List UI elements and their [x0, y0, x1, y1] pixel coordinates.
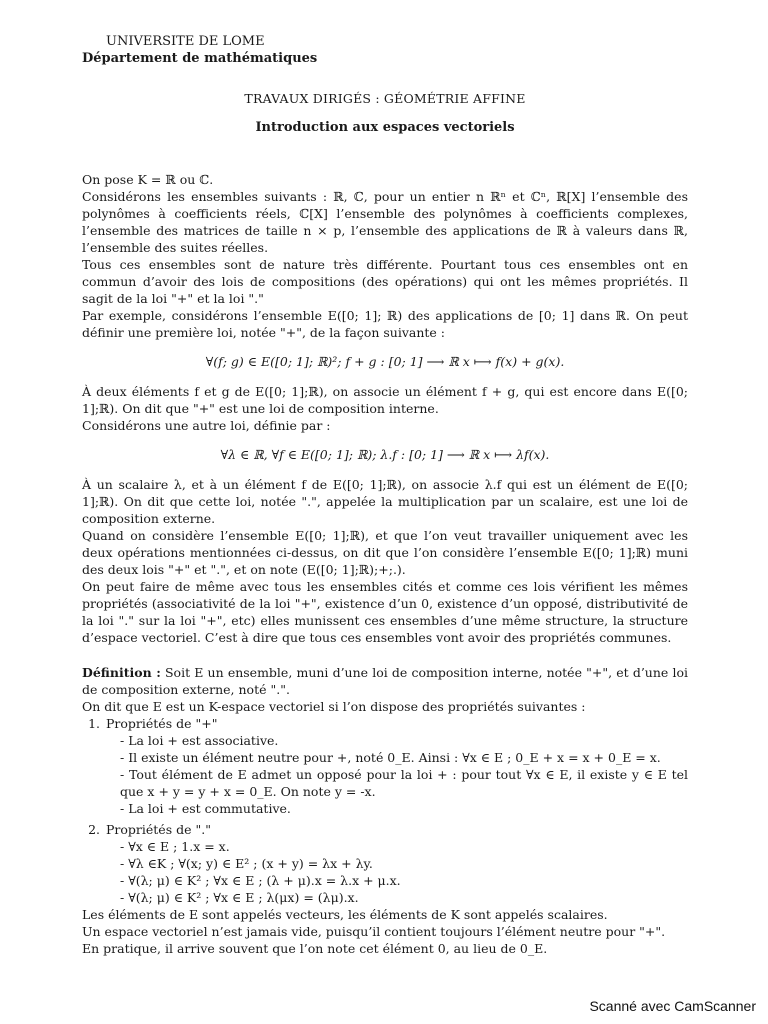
- section-title: Introduction aux espaces vectoriels: [255, 120, 515, 135]
- definition-label: Définition :: [82, 665, 161, 680]
- definition-text: Soit E un ensemble, muni d’une loi de composition interne, notée "+", et d’une loi de composition externe, noté ".".: [82, 665, 688, 697]
- closing-line: Un espace vectoriel n’est jamais vide, puisqu’il contient toujours l’élément neutre pour "+".: [82, 924, 666, 939]
- definition-intro: On dit que E est un K-espace vectoriel si l’on dispose des propriétés suivantes :: [82, 699, 586, 714]
- paragraph: À un scalaire λ, et à un élément f de E([0; 1];ℝ), on associe λ.f qui est un élément de E([0; 1];ℝ). On dit que cette loi, notée ".", appelée la multiplication par un scalaire, est une loi de composition externe.: [82, 477, 688, 526]
- paragraph: On pose K = ℝ ou ℂ.: [82, 172, 214, 187]
- property-line: - ∀(λ; μ) ∈ K² ; ∀x ∈ E ; (λ + μ).x = λ.x + μ.x.: [120, 873, 401, 888]
- paragraph: À deux éléments f et g de E([0; 1];ℝ), on associe un élément f + g, qui est encore dans E([0; 1];ℝ). On dit que "+" est une loi de composition interne.: [82, 384, 688, 416]
- closing-line: En pratique, il arrive souvent que l’on note cet élément 0, au lieu de 0_E.: [82, 941, 548, 956]
- formula-addition: ∀(f; g) ∈ E([0; 1]; ℝ)²; f + g : [0; 1] ⟶ ℝ x ⟼ f(x) + g(x).: [205, 354, 565, 369]
- list-item: [104, 821, 688, 906]
- paragraph: On peut faire de même avec tous les ensembles cités et comme ces lois vérifient les mêmes propriétés (associativité de la loi "+", existence d’un 0, existence d’un opposé, distributivité de la loi "." sur la loi "+", etc) elles munissent ces ensembles d’une même structure, la structure d’espace vectoriel. C’est à dire que tous ces ensembles vont avoir des propriétés communes.: [82, 579, 688, 645]
- paragraph: Considérons une autre loi, définie par :: [82, 418, 331, 433]
- property-line: - La loi + est commutative.: [120, 801, 291, 816]
- document-body: [82, 171, 688, 957]
- property-line: - ∀x ∈ E ; 1.x = x.: [120, 839, 230, 854]
- property-title: 1. Propriétés de "+": [106, 716, 218, 731]
- property-line: - ∀(λ; μ) ∈ K² ; ∀x ∈ E ; λ(μx) = (λμ).x.: [120, 890, 359, 905]
- document-page: [82, 34, 688, 957]
- definition: [82, 664, 688, 698]
- property-line: - Il existe un élément neutre pour +, noté 0_E. Ainsi : ∀x ∈ E ; 0_E + x = x + 0_E = x.: [120, 750, 661, 765]
- property-line: - ∀λ ∈K ; ∀(x; y) ∈ E² ; (x + y) = λx + λy.: [120, 856, 373, 871]
- property-line: - Tout élément de E admet un opposé pour la loi + : pour tout ∀x ∈ E, il existe y ∈ E tel que x + y = y + x = 0_E. On note y = -x.: [120, 767, 688, 799]
- paragraph: Tous ces ensembles sont de nature très différente. Pourtant tous ces ensembles ont en commun d’avoir des lois de compositions (des opérations) qui ont les mêmes propriétés. Il sagit de la loi "+" et la loi ".": [82, 257, 688, 306]
- paragraph: Par exemple, considérons l’ensemble E([0; 1]; ℝ) des applications de [0; 1] dans ℝ. On peut définir une première loi, notée "+", de la façon suivante :: [82, 308, 688, 340]
- td-title: TRAVAUX DIRIGÉS : GÉOMÉTRIE AFFINE: [244, 91, 526, 106]
- property-title: 2. Propriétés de ".": [106, 822, 211, 837]
- paragraph: Considérons les ensembles suivants : ℝ, ℂ, pour un entier n ℝⁿ et ℂⁿ, ℝ[X] l’ensemble des polynômes à coefficients réels, ℂ[X] l’ensemble des polynômes à coefficients complexes, l’ensemble des matrices de taille n × p, l’ensemble des applications de ℝ à valeurs dans ℝ, l’ensemble des suites réelles.: [82, 189, 688, 255]
- property-line: - La loi + est associative.: [120, 733, 279, 748]
- scanner-watermark: Scanné avec CamScanner: [589, 998, 756, 1014]
- university-name: UNIVERSITE DE LOME: [106, 34, 265, 49]
- department-name: Département de mathématiques: [82, 50, 318, 66]
- list-item: [104, 715, 688, 817]
- properties-list: [82, 715, 688, 906]
- closing-line: Les éléments de E sont appelés vecteurs, les éléments de K sont appelés scalaires.: [82, 907, 608, 922]
- formula-scalar: ∀λ ∈ ℝ, ∀f ∈ E([0; 1]; ℝ); λ.f : [0; 1] ⟶ ℝ x ⟼ λf(x).: [220, 447, 550, 462]
- paragraph: Quand on considère l’ensemble E([0; 1];ℝ), et que l’on veut travailler uniquement avec les deux opérations mentionnées ci-dessus, on dit que l’on considère l’ensemble E([0; 1];ℝ) muni des deux lois "+" et ".", et on note (E([0; 1];ℝ);+;.).: [82, 528, 688, 577]
